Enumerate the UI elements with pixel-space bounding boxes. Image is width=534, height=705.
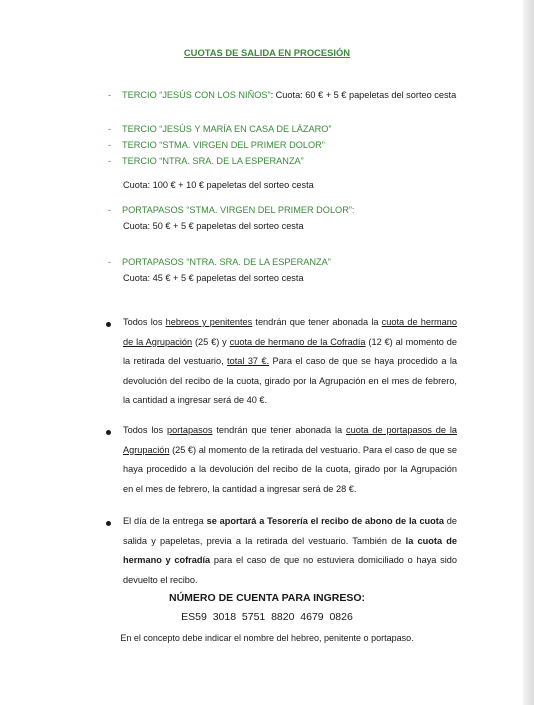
tercio-ninos-row: - TERCIO “JESÚS CON LOS NIÑOS”: Cuota: 60 € + 5 € papeletas del sorteo cesta [108, 90, 457, 100]
tercio-lazaro-label: TERCIO “JESÚS Y MARÍA EN CASA DE LÁZARO” [122, 124, 332, 134]
bullet-entrega [106, 521, 111, 526]
portapasos-dolor-cuota: Cuota: 50 € + 5 € papeletas del sorteo cesta [123, 221, 304, 231]
bullet-hebreos [106, 322, 111, 327]
bullet-portapasos [106, 430, 111, 435]
portapasos-esperanza-row: - PORTAPASOS “NTRA. SRA. DE LA ESPERANZA” [108, 257, 331, 267]
tercio-lazaro-row: - TERCIO “JESÚS Y MARÍA EN CASA DE LÁZARO” [108, 124, 332, 134]
tercio-dolor-row: - TERCIO “STMA. VIRGEN DEL PRIMER DOLOR” [108, 140, 325, 150]
tercio-esperanza-label: TERCIO “NTRA. SRA. DE LA ESPERANZA” [122, 156, 304, 166]
paragraph-portapasos: Todos los portapasos tendrán que tener abonada la cuota de portapasos de la Agrupación (25 €) al momento de la retirada del vestuario. Para el caso de que se haya procedido a la devolución del recibo de la cuota, girado por la Agrupación en el mes de febrero, la cantidad a ingresar será de 28 €. [123, 425, 457, 494]
tercios-cuota: Cuota: 100 € + 10 € papeletas del sorteo cesta [123, 180, 314, 190]
portapasos-dolor-label: PORTAPASOS “STMA. VIRGEN DEL PRIMER DOLOR”: [122, 205, 355, 215]
paragraph-hebreos: Todos los hebreos y penitentes tendrán que tener abonada la cuota de hermano de la Agrupación (25 €) y cuota de hermano de la Cofradía (12 €) al momento de la retirada del vestuario, total 37 €. Para el caso de que se haya procedido a la devolución del recibo de la cuota, girado por la Agrupación en el mes de febrero, la cantidad a ingresar será de 40 €. [123, 317, 458, 405]
portapasos-dolor-row: - PORTAPASOS “STMA. VIRGEN DEL PRIMER DOLOR”: [108, 205, 355, 215]
tercio-ninos-label: TERCIO “JESÚS CON LOS NIÑOS” [122, 90, 271, 100]
tercio-dolor-label: TERCIO “STMA. VIRGEN DEL PRIMER DOLOR” [122, 140, 325, 150]
paragraph-entrega: El día de la entrega se aportará a Tesorería el recibo de abono de la cuota de salida y papeletas, previa a la retirada del vestuario. También de la cuota de hermano y cofradía para el caso de que no estuviera domiciliado o haya sido devuelto el recibo. [123, 516, 457, 585]
document-title: CUOTAS DE SALIDA EN PROCESIÓN [183, 47, 351, 58]
tercio-ninos-cuota: : Cuota: 60 € + 5 € papeletas del sorteo cesta [270, 90, 457, 100]
portapasos-esperanza-label: PORTAPASOS “NTRA. SRA. DE LA ESPERANZA” [122, 257, 331, 267]
tercio-esperanza-row: - TERCIO “NTRA. SRA. DE LA ESPERANZA” [108, 156, 304, 166]
account-heading: NÚMERO DE CUENTA PARA INGRESO: [168, 592, 365, 604]
iban-number: ES59 3018 5751 8820 4679 0826 [181, 611, 353, 623]
portapasos-esperanza-cuota: Cuota: 45 € + 5 € papeletas del sorteo cesta [123, 273, 304, 283]
concept-note: En el concepto debe indicar el nombre del hebreo, penitente o portapaso. [120, 633, 414, 643]
page-edge [523, 0, 534, 705]
